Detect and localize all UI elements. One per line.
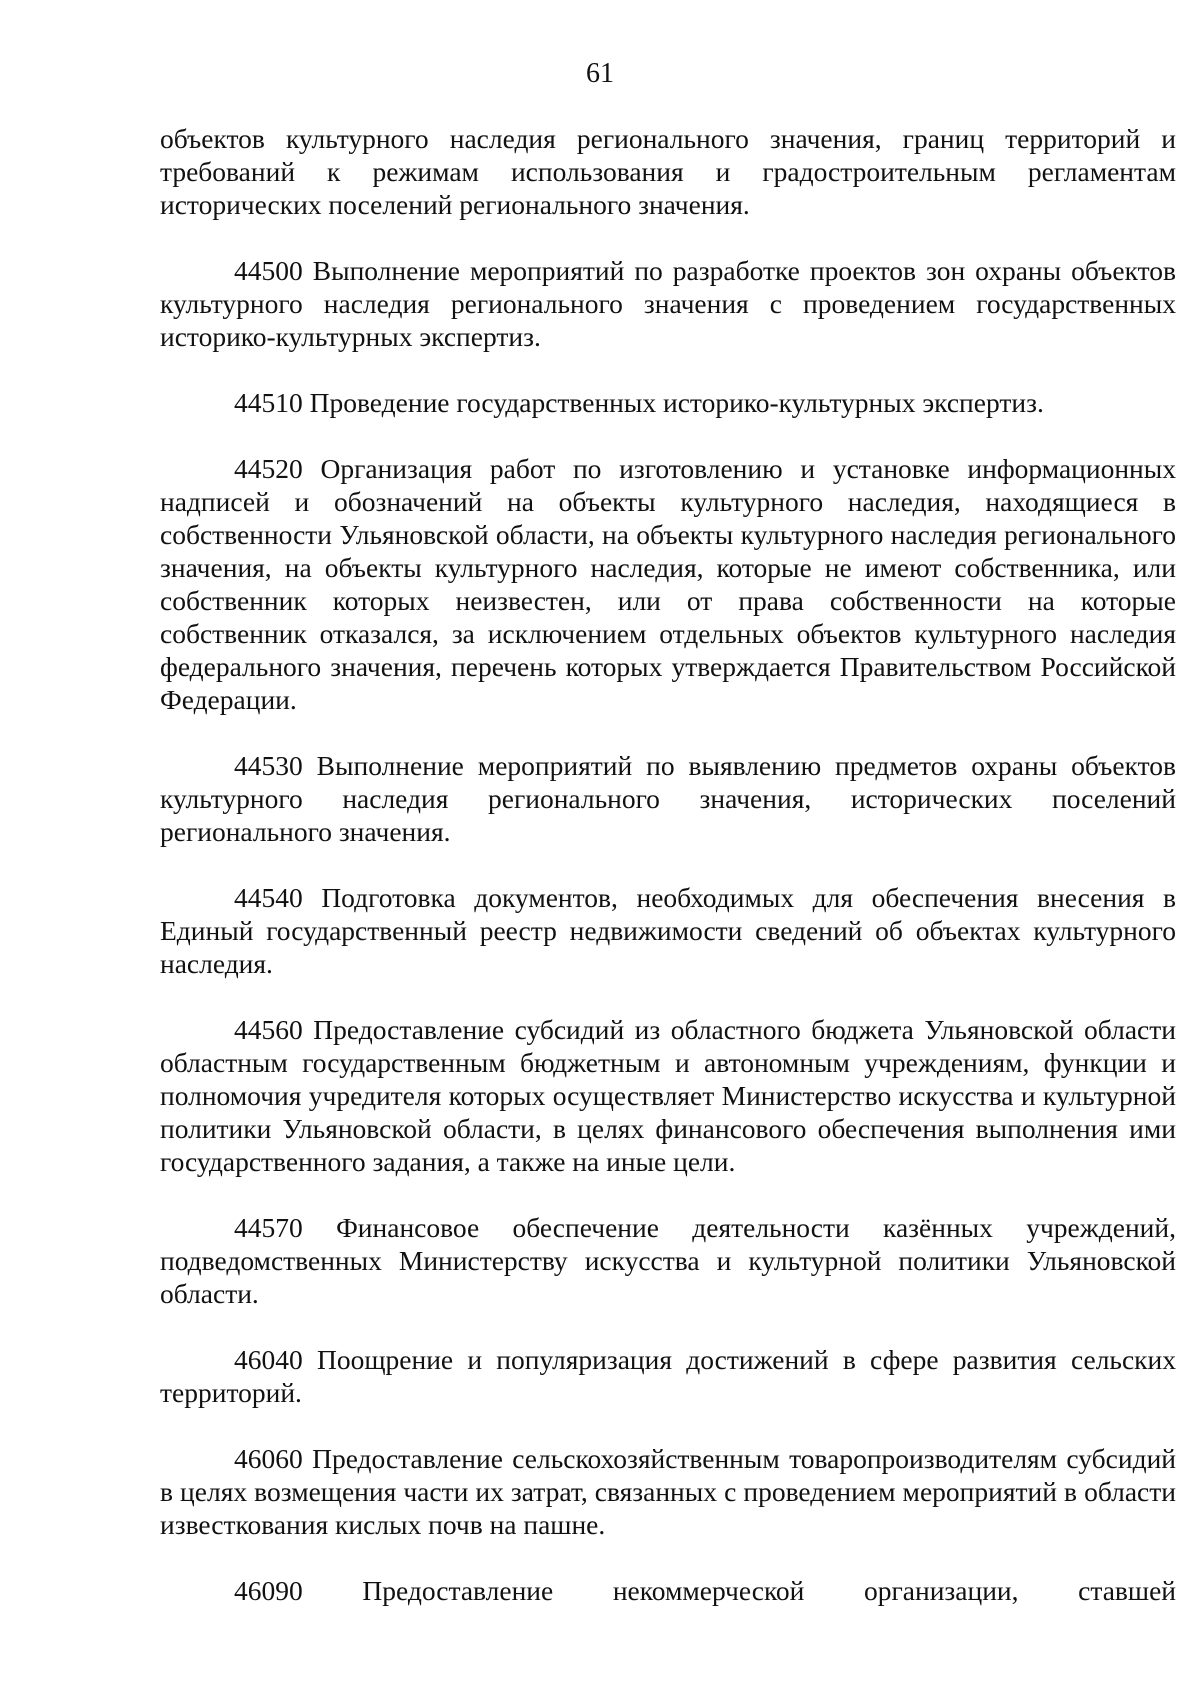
- page-number: 61: [586, 58, 614, 89]
- paragraph-44540: 44540 Подготовка документов, необходимых для обеспечения внесения в Единый государственный реестр недвижимости сведений об объектах культурного наследия.: [160, 882, 1176, 979]
- document-body: [160, 122, 1176, 1607]
- paragraph-44530: 44530 Выполнение мероприятий по выявлению предметов охраны объектов культурного наследия регионального значения, исторических поселений регионального значения.: [160, 750, 1176, 847]
- paragraph-continuation: объектов культурного наследия регионального значения, границ территорий и требований к режимам использования и градостроительным регламентам исторических поселений регионального значения.: [160, 123, 1176, 220]
- paragraph-44520: 44520 Организация работ по изготовлению и установке информационных надписей и обозначений на объекты культурного наследия, находящиеся в собственности Ульяновской области, на объекты культурного наследия регионального значения, на объекты культурного наследия, которые не имеют собственника, или собственник которых неизвестен, или от права собственности на которые собственник отказался, за исключением отдельных объектов культурного наследия федерального значения, перечень которых утверждается Правительством Российской Федерации.: [160, 453, 1176, 715]
- paragraph-46040: 46040 Поощрение и популяризация достижений в сфере развития сельских территорий.: [160, 1344, 1176, 1408]
- paragraph-44570: 44570 Финансовое обеспечение деятельности казённых учреждений, подведомственных Министерству искусства и культурной политики Ульяновской области.: [160, 1212, 1176, 1309]
- paragraph-46090: 46090 Предоставление некоммерческой организации, ставшей: [234, 1575, 1176, 1606]
- paragraph-46060: 46060 Предоставление сельскохозяйственным товаропроизводителям субсидий в целях возмещения части их затрат, связанных с проведением мероприятий в области известкования кислых почв на пашне.: [160, 1443, 1176, 1540]
- paragraph-44560: 44560 Предоставление субсидий из областного бюджета Ульяновской области областным государственным бюджетным и автономным учреждениям, функции и полномочия учредителя которых осуществляет Министерство искусства и культурной политики Ульяновской области, в целях финансового обеспечения выполнения ими государственного задания, а также на иные цели.: [160, 1014, 1176, 1177]
- paragraph-44500: 44500 Выполнение мероприятий по разработке проектов зон охраны объектов культурного наследия регионального значения с проведением государственных историко-культурных экспертиз.: [160, 255, 1176, 352]
- paragraph-44510: 44510 Проведение государственных историко-культурных экспертиз.: [234, 387, 1044, 418]
